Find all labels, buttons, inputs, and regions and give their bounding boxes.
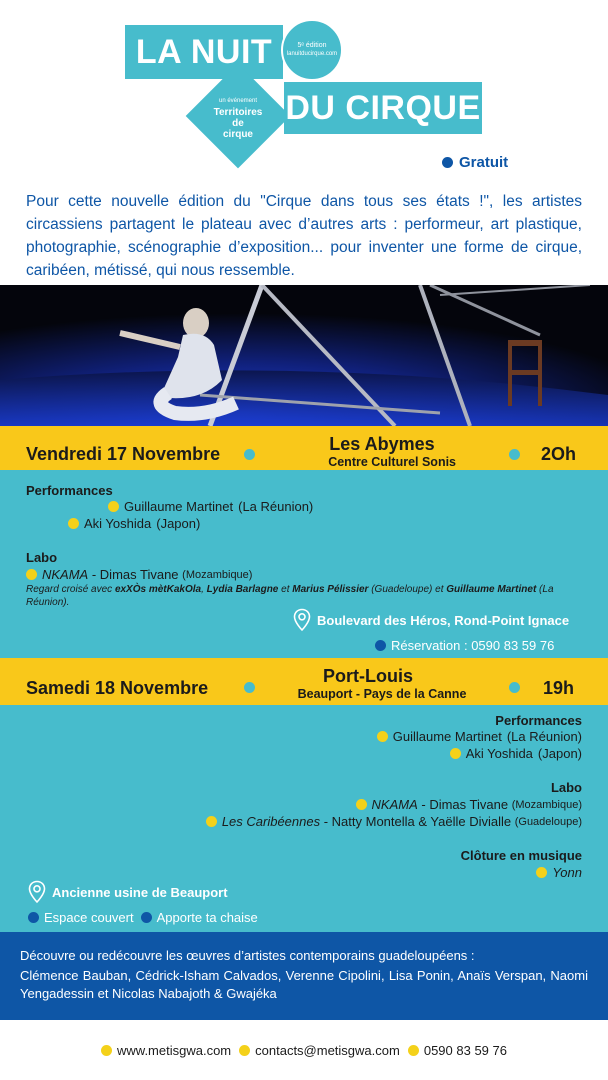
performer-origin: (La Réunion): [238, 499, 314, 514]
footer-email[interactable]: [239, 1043, 400, 1058]
event2-labo-title: Labo: [550, 780, 582, 795]
event1-time: 2Oh: [541, 444, 577, 464]
bullet-icon: [108, 501, 119, 512]
event2-labo-item: [206, 814, 582, 829]
event1-performance-item: [108, 499, 313, 514]
bullet-icon: [244, 449, 255, 460]
event2-panel: [0, 705, 608, 932]
event1-performances-title: Performances: [26, 483, 113, 498]
event2-performances-title: Performances: [495, 713, 582, 728]
bullet-icon: [509, 682, 520, 693]
discover-panel: [0, 932, 608, 1020]
event1-band: [0, 426, 608, 470]
logo-du-cirque: [284, 82, 482, 134]
performer-origin: (Japon): [156, 516, 201, 531]
map-pin-icon: [28, 880, 46, 904]
bullet-icon: [375, 640, 386, 651]
event1-address-text: Boulevard des Héros, Rond-Point Ignace: [317, 612, 570, 628]
bullet-icon: [206, 816, 217, 827]
labo-artist: - Dimas Tivane: [88, 567, 183, 582]
performer-name: Guillaume Martinet: [392, 729, 502, 744]
event1-labo-title: Labo: [26, 550, 58, 565]
performer-origin: (Japon): [537, 746, 582, 761]
event1-labo-item: [26, 567, 252, 582]
event1-panel: [0, 470, 608, 658]
event2-closing-item: [536, 865, 582, 880]
discover-artists: Clémence Bauban, Cédrick-Isham Calvados, Verenne Cipolini, Lisa Ponin, Anaïs Verspan, Naomi Yengadessin et Nicolas Nabajoth & Gwajéka: [20, 968, 588, 1001]
fine-bold: exXÒs mètKakOla: [114, 584, 202, 595]
diamond-small: un événement: [218, 98, 258, 104]
logo-line2: DU CIRQUE: [285, 88, 481, 127]
info-chair: Apporte ta chaise: [156, 910, 258, 925]
fine-bold: Marius Pélissier: [292, 584, 369, 595]
free-label: Gratuit: [459, 154, 509, 171]
performer-origin: (La Réunion): [506, 729, 582, 744]
event1-reservation: [375, 638, 554, 653]
fine-text: et: [278, 584, 293, 595]
fine-text: (La Réunion).: [26, 584, 554, 608]
event1-day: Vendredi 17 Novembre: [26, 444, 221, 464]
event2-performance-item: [377, 729, 582, 744]
diamond-big2: de: [232, 118, 244, 129]
event2-performance-item: [450, 746, 582, 761]
logo-la-nuit: [125, 25, 283, 79]
phone-link[interactable]: 0590 83 59 76: [423, 1042, 507, 1058]
event2-band: [0, 658, 608, 705]
event2-day: Samedi 18 Novembre: [26, 678, 209, 698]
map-pin-icon: [293, 608, 311, 632]
event2-address: [28, 880, 228, 904]
edition-site: lanuitducirque.com: [286, 51, 338, 57]
bullet-icon: [239, 1045, 250, 1056]
info-covered: Espace couvert: [44, 910, 134, 925]
performer-name: Aki Yoshida: [84, 516, 152, 531]
edition-label: 5ᵉ édition: [297, 42, 327, 49]
event2-address-text: Ancienne usine de Beauport: [52, 884, 228, 900]
footer-website[interactable]: [101, 1043, 231, 1058]
labo-origin: (Mozambique): [511, 798, 582, 811]
footer-phone[interactable]: [408, 1043, 507, 1058]
logo-line1: LA NUIT: [135, 32, 273, 71]
territoires-logo-text: [196, 96, 280, 140]
bullet-icon: [141, 912, 152, 923]
bullet-icon: [68, 518, 79, 529]
reservation-text: Réservation : 0590 83 59 76: [391, 638, 555, 653]
discover-lead: Découvre ou redécouvre les œuvres d’artistes contemporains guadeloupéens :: [20, 948, 475, 963]
performer-photo-illustration: [0, 285, 608, 426]
event1-place: Les Abymes: [329, 434, 435, 454]
bullet-icon: [536, 867, 547, 878]
event1-venue: Centre Culturel Sonis: [328, 455, 456, 469]
email-link[interactable]: contacts@metisgwa.com: [255, 1042, 400, 1058]
footer-contacts: [0, 1040, 608, 1060]
bullet-icon: [442, 157, 453, 168]
performer-name: Guillaume Martinet: [124, 499, 234, 514]
bullet-icon: [408, 1045, 419, 1056]
event2-place-block: [262, 666, 502, 701]
event1-place-block: [262, 434, 502, 469]
diamond-big3: cirque: [222, 129, 253, 140]
labo-artist: - Dimas Tivane: [417, 797, 512, 812]
bullet-icon: [101, 1045, 112, 1056]
event2-venue: Beauport - Pays de la Canne: [297, 687, 467, 701]
performer-photo: [0, 285, 608, 426]
labo-origin: (Mozambique): [182, 568, 253, 581]
bullet-icon: [509, 449, 520, 460]
fine-bold: Lydia Barlagne: [206, 584, 279, 595]
fine-text: (Guadeloupe) et: [368, 584, 447, 595]
event2-closing-title: Clôture en musique: [460, 848, 582, 863]
bullet-icon: [450, 748, 461, 759]
website-link[interactable]: www.metisgwa.com: [117, 1042, 232, 1058]
bullet-icon: [28, 912, 39, 923]
event1-address: [293, 608, 569, 632]
edition-badge: [281, 19, 343, 81]
bullet-icon: [377, 731, 388, 742]
diamond-big1: Territoires: [213, 107, 263, 118]
event2-place: Port-Louis: [323, 666, 413, 686]
event2-info: [28, 910, 258, 925]
bullet-icon: [356, 799, 367, 810]
free-badge: [442, 154, 508, 171]
bullet-icon: [26, 569, 37, 580]
performer-name: Aki Yoshida: [465, 746, 533, 761]
labo-origin: (Guadeloupe): [514, 815, 582, 828]
labo-work: Les Caribéennes: [221, 814, 321, 829]
fine-text: Regard croisé avec: [26, 584, 115, 595]
event1-fineprint: [26, 583, 582, 609]
closing-artist: Yonn: [552, 865, 582, 880]
labo-artist: - Natty Montella & Yaëlle Divialle: [320, 814, 515, 829]
fine-text: ,: [201, 584, 207, 595]
event1-performance-item: [68, 516, 200, 531]
event2-labo-item: [356, 797, 582, 812]
labo-work: NKAMA: [371, 797, 418, 812]
fine-bold: Guillaume Martinet: [446, 584, 537, 595]
bullet-icon: [244, 682, 255, 693]
intro-text: Pour cette nouvelle édition du "Cirque dans tous ses états !", les artistes circassiens partagent le plateau avec d’autres arts : performeur, art plastique, photographie, scénographie d’exposition... pour inventer une forme de cirque, caribéen, métissé, qui nous ressemble.: [26, 193, 582, 279]
labo-work: NKAMA: [42, 567, 89, 582]
event2-time: 19h: [543, 678, 575, 698]
